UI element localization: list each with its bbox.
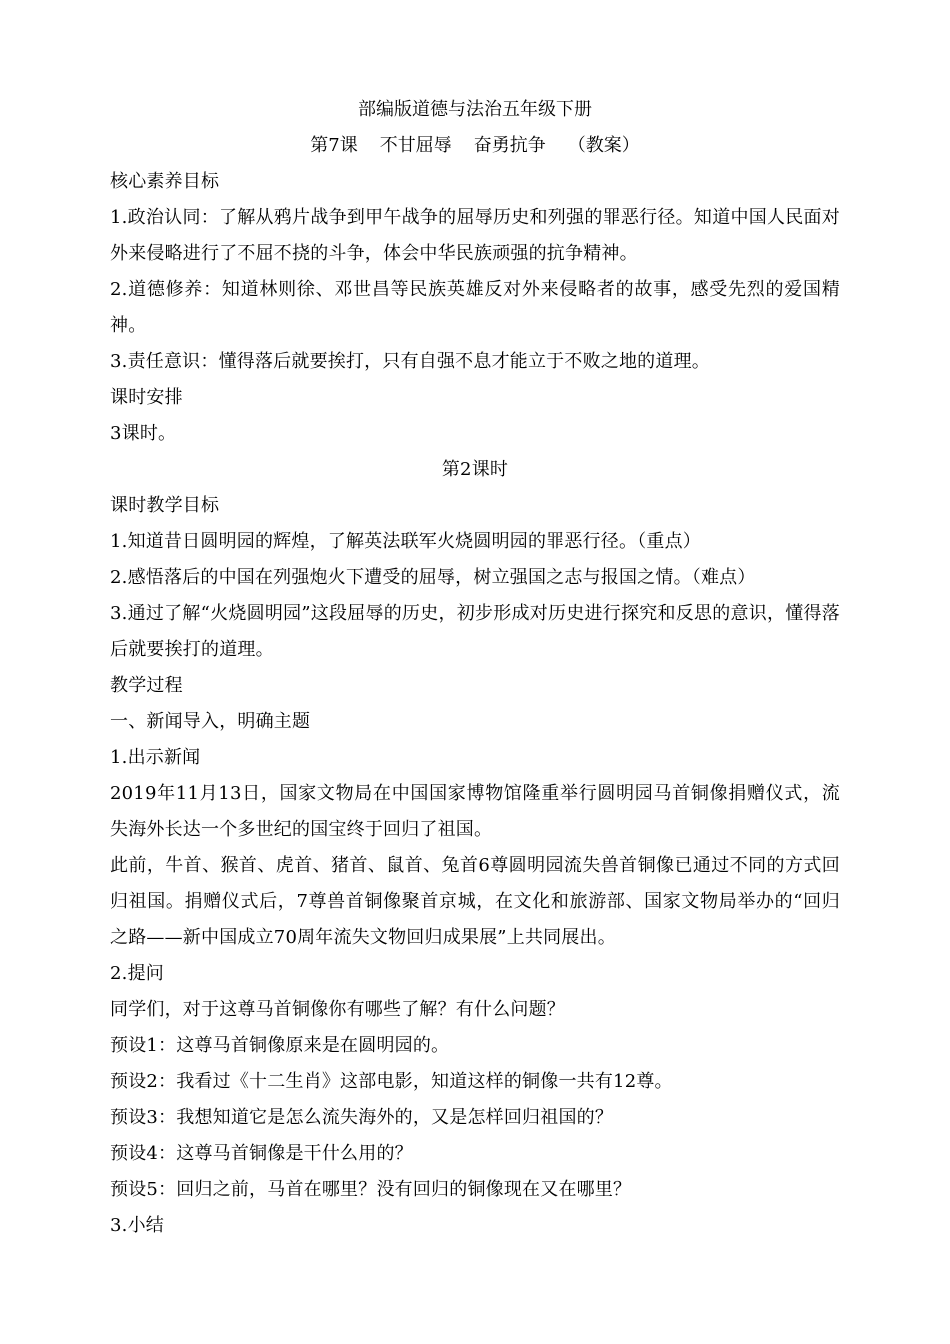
preset-2: 预设2：我看过《十二生肖》这部电影，知道这样的铜像一共有12尊。 bbox=[110, 1071, 673, 1092]
section-heading-process: 教学过程 bbox=[110, 675, 183, 696]
period-goal-3: 3.通过了解“火烧圆明园”这段屈辱的历史，初步形成对历史进行探究和反思的意识，懂得落后就要挨打的道理。 bbox=[110, 603, 840, 660]
lesson-title-part2: 奋勇抗争 bbox=[473, 135, 546, 156]
period-goal-1: 1.知道昔日圆明园的辉煌，了解英法联军火烧圆明园的罪恶行径。（重点） bbox=[110, 531, 701, 552]
preset-5: 预设5：回归之前，马首在哪里？没有回归的铜像现在又在哪里？ bbox=[110, 1179, 632, 1200]
period-title: 第2课时 bbox=[441, 459, 509, 480]
news-paragraph-1: 2019年11月13日，国家文物局在中国国家博物馆隆重举行圆明园马首铜像捐赠仪式，流失海外长达一个多世纪的国宝终于回归了祖国。 bbox=[110, 783, 840, 840]
lesson-title bbox=[110, 128, 840, 164]
step-one-heading: 一、新闻导入，明确主题 bbox=[110, 711, 311, 732]
sub-heading-1: 1.出示新闻 bbox=[110, 747, 201, 768]
sub-heading-2: 2.提问 bbox=[110, 963, 164, 984]
lesson-title-part1: 不甘屈辱 bbox=[379, 135, 452, 156]
core-item-1: 1.政治认同：了解从鸦片战争到甲午战争的屈辱历史和列强的罪恶行径。知道中国人民面对外来侵略进行了不屈不挠的斗争，体会中华民族顽强的抗争精神。 bbox=[110, 207, 840, 264]
core-item-2: 2.道德修养：知道林则徐、邓世昌等民族英雄反对外来侵略者的故事，感受先烈的爱国精神。 bbox=[110, 279, 840, 336]
doc-title: 部编版道德与法治五年级下册 bbox=[358, 99, 592, 120]
preset-3: 预设3：我想知道它是怎么流失海外的，又是怎样回归祖国的？ bbox=[110, 1107, 614, 1128]
news-paragraph-2: 此前，牛首、猴首、虎首、猪首、鼠首、兔首6尊圆明园流失兽首铜像已通过不同的方式回归祖国。捐赠仪式后，7尊兽首铜像聚首京城，在文化和旅游部、国家文物局举办的“回归之路——新中国成立70周年流失文物回归成果展”上共同展出。 bbox=[110, 855, 840, 948]
section-heading-core: 核心素养目标 bbox=[110, 171, 220, 192]
preset-4: 预设4：这尊马首铜像是干什么用的？ bbox=[110, 1143, 413, 1164]
schedule-text: 3课时。 bbox=[110, 423, 177, 444]
section-heading-period-goals: 课时教学目标 bbox=[110, 495, 220, 516]
core-item-3: 3.责任意识：懂得落后就要挨打，只有自强不息才能立于不败之地的道理。 bbox=[110, 351, 710, 372]
period-goal-2: 2.感悟落后的中国在列强炮火下遭受的屈辱，树立强国之志与报国之情。（难点） bbox=[110, 567, 756, 588]
preset-1: 预设1：这尊马首铜像原来是在圆明园的。 bbox=[110, 1035, 450, 1056]
sub-heading-3: 3.小结 bbox=[110, 1215, 164, 1236]
lesson-number: 第7课 bbox=[310, 135, 358, 156]
section-heading-schedule: 课时安排 bbox=[110, 387, 183, 408]
lesson-title-suffix: （教案） bbox=[567, 135, 640, 156]
question-text: 同学们，对于这尊马首铜像你有哪些了解？有什么问题？ bbox=[110, 999, 565, 1020]
document-body bbox=[110, 92, 840, 1244]
